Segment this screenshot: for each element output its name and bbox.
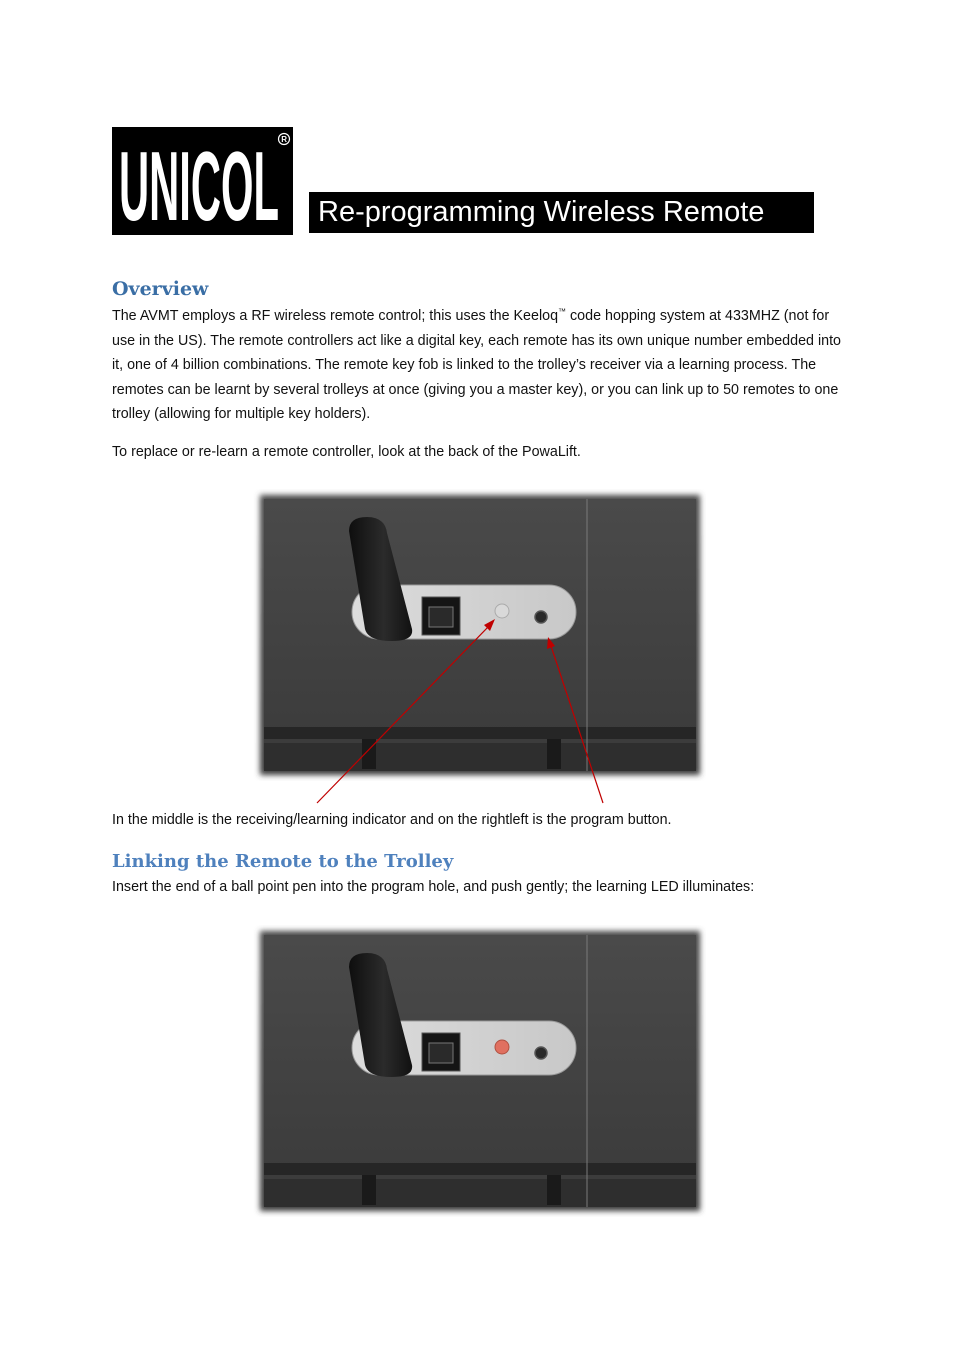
learning-led <box>495 604 509 618</box>
document-title: Re-programming Wireless Remote <box>309 192 814 233</box>
learning-led-lit <box>495 1040 509 1054</box>
svg-text:R: R <box>281 135 287 144</box>
unicol-logo <box>112 127 293 235</box>
overview-heading: Overview <box>112 278 209 300</box>
program-button <box>535 1047 547 1059</box>
overview-paragraph-2: To replace or re-learn a remote controller, look at the back of the PowaLift. <box>112 444 581 460</box>
svg-text:UNICOL: UNICOL <box>119 131 279 234</box>
powalift-back-photo-1 <box>252 489 706 781</box>
linking-paragraph: Insert the end of a ball point pen into the program hole, and push gently; the learning LED illuminates: <box>112 879 755 895</box>
linking-heading: Linking the Remote to the Trolley <box>112 851 454 872</box>
overview-paragraph: The AVMT employs a RF wireless remote control; this uses the Keeloq™ code hopping system at 433MHZ (not for use in the US). The remote controllers act like a digital key, each remote has its own unique number embedded into it, one of 4 billion combinations. The remote key fob is linked to the trolley’s receiver via a learning process. The remotes can be learnt by several trolleys at once (giving you a master key), or you can link up to 50 remotes to one trolley (allowing for multiple key holders). <box>112 307 842 422</box>
powalift-back-photo-2 <box>252 925 706 1217</box>
program-button <box>535 611 547 623</box>
trademark-mark: ™ <box>558 307 567 317</box>
photo-caption: In the middle is the receiving/learning indicator and on the rightleft is the program button. <box>112 812 672 828</box>
